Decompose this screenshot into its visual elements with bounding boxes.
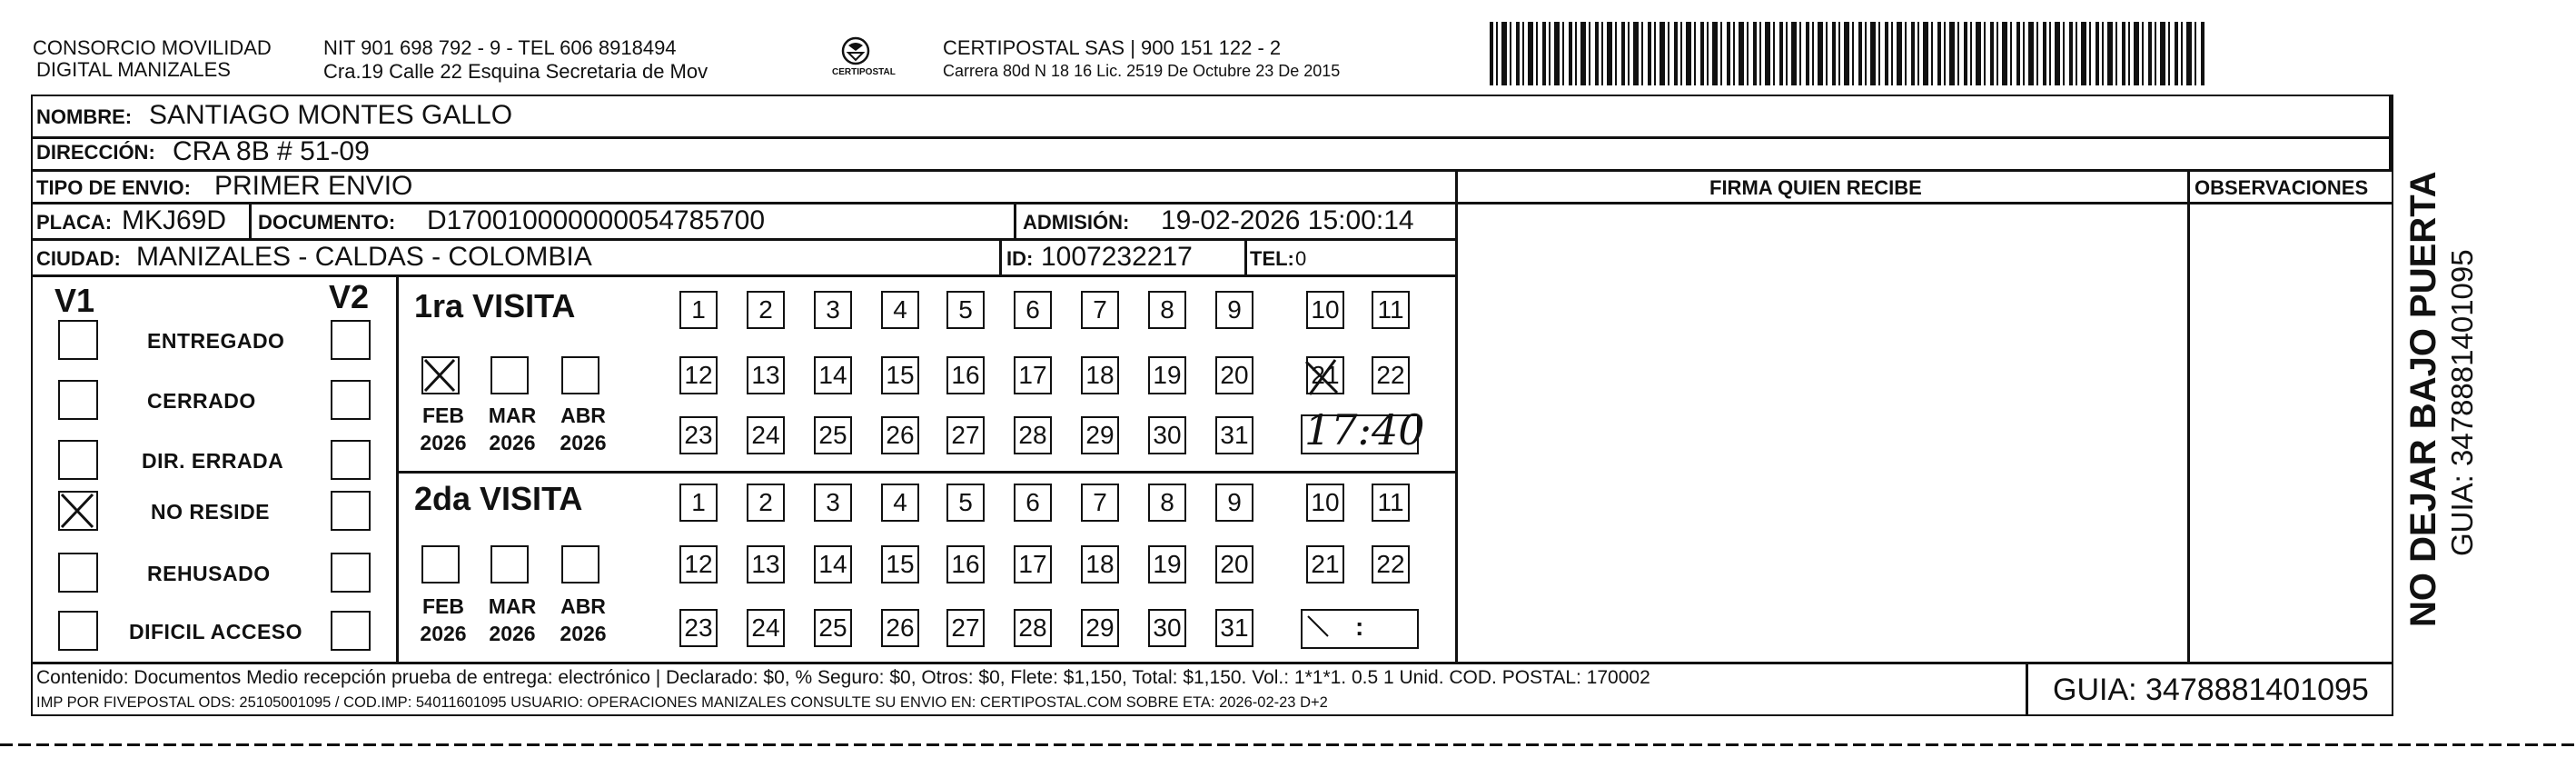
v1-checkbox[interactable] xyxy=(58,380,98,420)
day-cell[interactable]: 7 xyxy=(1081,291,1119,329)
direccion-value: CRA 8B # 51-09 xyxy=(173,136,370,166)
company-nit-line: NIT 901 698 792 - 9 - TEL 606 8918494 xyxy=(323,36,677,59)
nombre-value: SANTIAGO MONTES GALLO xyxy=(149,100,513,130)
company-name-line2: DIGITAL MANIZALES xyxy=(36,58,231,81)
day-cell[interactable]: 8 xyxy=(1148,291,1186,329)
second-visit-title: 2da VISITA xyxy=(414,480,583,517)
firma-label: FIRMA QUIEN RECIBE xyxy=(1709,176,1922,199)
v2-checkbox[interactable] xyxy=(331,380,371,420)
footer-guia: GUIA: 3478881401095 xyxy=(2053,673,2369,707)
documento-value: D170010000000054785700 xyxy=(427,205,766,235)
v1-checkbox[interactable] xyxy=(58,611,98,651)
day-cell[interactable]: 23 xyxy=(679,609,718,647)
v2-header: V2 xyxy=(329,278,370,315)
day-cell[interactable]: 3 xyxy=(814,484,852,522)
day-cell[interactable]: 27 xyxy=(946,609,985,647)
v1-checkbox[interactable] xyxy=(58,320,98,360)
day-cell[interactable]: 16 xyxy=(946,356,985,394)
day-cell[interactable]: 26 xyxy=(881,609,919,647)
day-cell[interactable]: 25 xyxy=(814,609,852,647)
day-cell[interactable]: 2 xyxy=(747,484,785,522)
month-label: ABR xyxy=(560,594,606,618)
tipo-envio-label: TIPO DE ENVIO: xyxy=(36,176,191,199)
placa-label: PLACA: xyxy=(36,211,113,234)
status-option-label: CERRADO xyxy=(147,389,256,413)
company-address-line: Cra.19 Calle 22 Esquina Secretaria de Mov xyxy=(323,60,708,83)
month-checkbox-abr[interactable] xyxy=(561,545,599,583)
day-cell[interactable]: 29 xyxy=(1081,609,1119,647)
v1-checkbox[interactable] xyxy=(58,440,98,480)
day-cell[interactable]: 3 xyxy=(814,291,852,329)
month-label: ABR xyxy=(560,404,606,427)
nombre-label: NOMBRE: xyxy=(36,105,133,128)
day-cell[interactable]: 31 xyxy=(1215,609,1253,647)
month-checkbox-mar[interactable] xyxy=(490,545,529,583)
status-option-label: REHUSADO xyxy=(147,562,271,585)
v2-checkbox[interactable] xyxy=(331,611,371,651)
side-warning-title: NO DEJAR BAJO PUERTA xyxy=(2403,171,2443,627)
handwritten-time: 17:40 xyxy=(1304,405,1425,454)
day-cell[interactable]: 22 xyxy=(1372,545,1410,583)
month-label: MAR xyxy=(488,404,537,427)
ciudad-label: CIUDAD: xyxy=(36,247,121,270)
check-x-icon xyxy=(58,491,98,531)
v1-checkbox[interactable] xyxy=(58,553,98,593)
month-checkbox-mar[interactable] xyxy=(490,356,529,394)
month-checkbox-feb[interactable] xyxy=(421,545,460,583)
day-cell[interactable]: 30 xyxy=(1148,609,1186,647)
day-cell[interactable]: 15 xyxy=(881,545,919,583)
year-label: 2026 xyxy=(420,431,467,454)
footer-content-line: Contenido: Documentos Medio recepción prueba de entrega: electrónico | Declarado: $0, % Seguro: $0, Otros: $0, Flete: $1,150, Total: $1,150. Vol.: 1*1*1. 0.5 1 Unid. COD. POSTAL: 170002 xyxy=(36,667,1650,688)
day-cell[interactable]: 17 xyxy=(1014,356,1052,394)
time-box-separator: : xyxy=(1355,613,1364,641)
observaciones-label: OBSERVACIONES xyxy=(2195,176,2369,199)
v2-checkbox[interactable] xyxy=(331,320,371,360)
status-option-label: DIR. ERRADA xyxy=(142,449,284,473)
day-cell[interactable]: 28 xyxy=(1014,609,1052,647)
day-cell[interactable]: 4 xyxy=(881,484,919,522)
day-cell[interactable]: 26 xyxy=(881,416,919,454)
day-cell[interactable]: 20 xyxy=(1215,545,1253,583)
day-cell[interactable]: 10 xyxy=(1306,291,1344,329)
id-value: 1007232217 xyxy=(1041,242,1193,272)
company-name-line1: CONSORCIO MOVILIDAD xyxy=(33,36,272,59)
day-cell[interactable]: 16 xyxy=(946,545,985,583)
day-cell[interactable]: 31 xyxy=(1215,416,1253,454)
tel-value: 0 xyxy=(1295,247,1307,270)
certipostal-logo-text: CERTIPOSTAL xyxy=(832,67,896,77)
day-cell[interactable]: 25 xyxy=(814,416,852,454)
year-label: 2026 xyxy=(560,431,607,454)
year-label: 2026 xyxy=(420,622,467,645)
id-label: ID: xyxy=(1006,247,1034,270)
day-cell[interactable]: 8 xyxy=(1148,484,1186,522)
day-cell[interactable]: 6 xyxy=(1014,484,1052,522)
day-cell[interactable]: 13 xyxy=(747,545,785,583)
footer-imp-line: IMP POR FIVEPOSTAL ODS: 25105001095 / COD.IMP: 54011601095 USUARIO: OPERACIONES MANIZALES CONSULTE SU ENVIO EN: CERTIPOSTAL.COM SOBRE ETA: 2026-02-23 D+2 xyxy=(36,694,1328,711)
v2-checkbox[interactable] xyxy=(331,440,371,480)
day-cell[interactable]: 21 xyxy=(1306,545,1344,583)
day-cell[interactable]: 13 xyxy=(747,356,785,394)
day-cell[interactable]: 24 xyxy=(747,609,785,647)
day-cell[interactable]: 24 xyxy=(747,416,785,454)
day-cell[interactable]: 1 xyxy=(679,291,718,329)
day-cell[interactable]: 29 xyxy=(1081,416,1119,454)
month-checkbox-abr[interactable] xyxy=(561,356,599,394)
month-checkbox-feb[interactable] xyxy=(421,356,460,394)
day-cell[interactable]: 2 xyxy=(747,291,785,329)
day-cell[interactable]: 14 xyxy=(814,545,852,583)
day-cell[interactable]: 11 xyxy=(1372,291,1410,329)
side-guia: GUIA: 3478881401095 xyxy=(2445,249,2479,556)
day-cell[interactable]: 23 xyxy=(679,416,718,454)
certipostal-address-line: Carrera 80d N 18 16 Lic. 2519 De Octubre 23 De 2015 xyxy=(943,62,1341,80)
day-cell[interactable]: 17 xyxy=(1014,545,1052,583)
day-cell[interactable]: 9 xyxy=(1215,484,1253,522)
v2-checkbox[interactable] xyxy=(331,491,371,531)
day-cell[interactable]: 18 xyxy=(1081,356,1119,394)
tipo-envio-value: PRIMER ENVIO xyxy=(214,171,413,201)
month-label: MAR xyxy=(488,594,537,618)
day-cell[interactable]: 19 xyxy=(1148,545,1186,583)
admision-value: 19-02-2026 15:00:14 xyxy=(1161,205,1414,235)
v2-checkbox[interactable] xyxy=(331,553,371,593)
placa-value: MKJ69D xyxy=(122,205,227,235)
day-cell[interactable]: 5 xyxy=(946,484,985,522)
status-option-label: DIFICIL ACCESO xyxy=(129,620,303,643)
day-cell[interactable]: 5 xyxy=(946,291,985,329)
day-cell[interactable]: 10 xyxy=(1306,484,1344,522)
day-cell[interactable]: 18 xyxy=(1081,545,1119,583)
barcode xyxy=(1490,22,2207,85)
ciudad-value: MANIZALES - CALDAS - COLOMBIA xyxy=(136,242,592,272)
day-cell[interactable]: 12 xyxy=(679,545,718,583)
v1-header: V1 xyxy=(54,282,95,319)
day-cell[interactable]: 28 xyxy=(1014,416,1052,454)
day-cell[interactable]: 19 xyxy=(1148,356,1186,394)
day-cell[interactable]: 22 xyxy=(1372,356,1410,394)
day-cell[interactable]: 11 xyxy=(1372,484,1410,522)
first-visit-title: 1ra VISITA xyxy=(414,287,576,324)
day-cell[interactable]: 6 xyxy=(1014,291,1052,329)
day-cell[interactable]: 21 xyxy=(1306,356,1344,394)
status-option-label: ENTREGADO xyxy=(147,329,285,353)
day-cell[interactable]: 30 xyxy=(1148,416,1186,454)
certipostal-nit-line: CERTIPOSTAL SAS | 900 151 122 - 2 xyxy=(943,36,1282,59)
check-x-icon xyxy=(421,356,460,394)
bottom-perforation xyxy=(0,743,2576,746)
day-cell[interactable]: 20 xyxy=(1215,356,1253,394)
day-cell[interactable]: 9 xyxy=(1215,291,1253,329)
direccion-label: DIRECCIÓN: xyxy=(36,141,155,164)
documento-label: DOCUMENTO: xyxy=(258,211,396,234)
day-cell[interactable]: 27 xyxy=(946,416,985,454)
day-cell[interactable]: 7 xyxy=(1081,484,1119,522)
admision-label: ADMISIÓN: xyxy=(1023,211,1130,234)
day-cell[interactable]: 12 xyxy=(679,356,718,394)
year-label: 2026 xyxy=(560,622,607,645)
certipostal-logo xyxy=(819,33,896,84)
year-label: 2026 xyxy=(489,622,536,645)
day-21-handwritten-mark-icon xyxy=(1301,354,1346,400)
month-label: FEB xyxy=(422,404,464,427)
month-label: FEB xyxy=(422,594,464,618)
day-cell[interactable]: 4 xyxy=(881,291,919,329)
day-cell[interactable]: 14 xyxy=(814,356,852,394)
tel-label: TEL: xyxy=(1250,247,1294,270)
day-cell[interactable]: 1 xyxy=(679,484,718,522)
day-cell[interactable]: 15 xyxy=(881,356,919,394)
year-label: 2026 xyxy=(489,431,536,454)
v1-checkbox[interactable] xyxy=(58,491,98,531)
status-option-label: NO RESIDE xyxy=(151,500,271,524)
time-box-slash-icon xyxy=(1306,614,1333,642)
